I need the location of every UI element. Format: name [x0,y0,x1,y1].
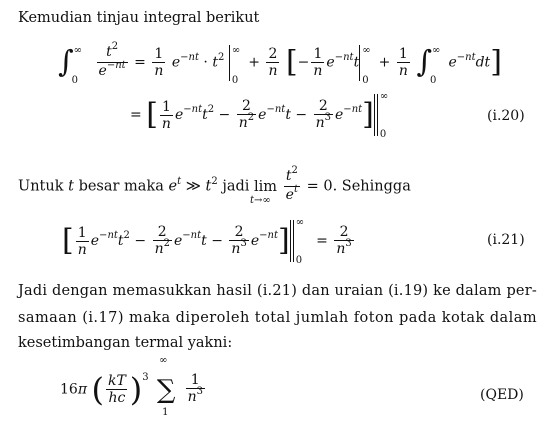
conclusion-line-3: kesetimbangan termal yakni: [18,335,233,351]
integral-sign: ∫ [58,44,74,80]
integral-equation-line-1: ∫ ∞ 0 $\frac{t^2}{e^{-nt}}$ = $\frac{1}{n}$ $e^{-nt} \cdot t^2$ ∞ 0 + $\frac{2}{n}$ [− $\frac{1}{n}$ $e^{-nt}t$ ∞ 0 + $\frac{1}{n}$ ∫ ∞ 0 $e^{-nt}dt$] [58,41,502,86]
large-t-paragraph: Untuk t besar maka $e^t$ ≫ $t^2$ jadi lim t→∞ $\frac{t^2}{e^t}$ = 0. Sehingga [18,165,411,206]
evaluation-bar [229,45,230,81]
equation-label-qed: (QED) [480,387,524,403]
equation-number-i21: (i.21) [487,232,525,248]
equation-number-i20: (i.20) [487,108,525,124]
result-equation-i21: [ $\frac{1}{n}$ $e^{-nt}t^2$ − $\frac{2}{n^2}$ $e^{-nt}t$ − $\frac{2}{n^3}$ $e^{-nt}$] ∞ 0 = $\frac{2}{n^3}$ [62,217,352,266]
conclusion-line-1: Jadi dengan memasukkan hasil (i.21) dan uraian (i.19) ke dalam per- [18,283,537,299]
conclusion-line-2: samaan (i.17) maka diperoleh total jumlah foton pada kotak dalam [18,310,538,326]
photon-count-equation: 16π ( $\frac{kT}{hc}$ )$^3$ ∞ ∑ 1 $\frac{1}{n^3}$ [60,354,203,418]
intro-text: Kemudian tinjau integral berikut [18,10,260,26]
fraction-t2-over-exp: $\frac{t^2}{e^{-nt}}$ [98,41,126,79]
fraction-1-over-n: $\frac{1}{n}$ [154,46,164,79]
integral-equation-line-2: = [ $\frac{1}{n}$ $e^{-nt}t^2$ − $\frac{2}{n^2}$ $e^{-nt}t$ − $\frac{2}{n^3}$ $e^{-nt}$] ∞ 0 [130,91,389,140]
